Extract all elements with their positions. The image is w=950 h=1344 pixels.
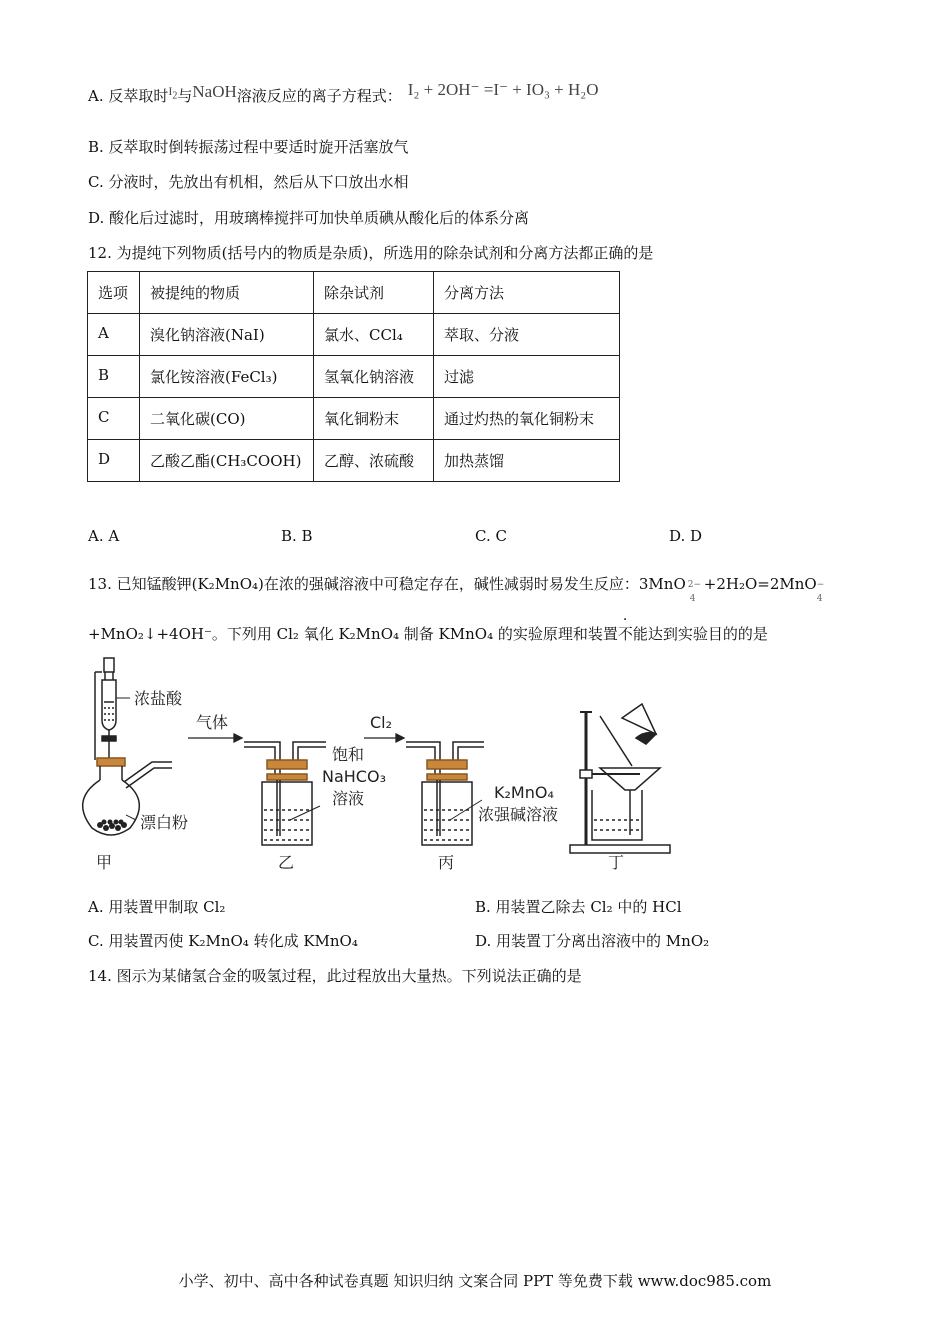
table-row bbox=[88, 398, 620, 440]
label-bleach: 漂白粉 bbox=[140, 813, 189, 832]
rubber-stopper-icon bbox=[97, 758, 125, 766]
arrow-right-icon bbox=[188, 734, 242, 742]
label-nahco3: NaHCO₃ bbox=[322, 767, 386, 786]
page-footer: 小学、初中、高中各种试卷真题 知识归纳 文案合同 PPT 等免费下载 www.doc985.com bbox=[178, 1272, 772, 1290]
table-cell: 乙酸乙酯(CH₃COOH) bbox=[140, 440, 314, 482]
label-gas: 气体 bbox=[196, 713, 229, 732]
table-header-cell: 分离方法 bbox=[434, 272, 620, 314]
table-cell: 通过灼热的氧化铜粉末 bbox=[434, 398, 620, 440]
table-cell: 加热蒸馏 bbox=[434, 440, 620, 482]
q13-emphasis-not-able: 不能 bbox=[617, 625, 648, 643]
q12-option-b: B. B bbox=[281, 527, 313, 545]
apparatus-yi bbox=[244, 742, 326, 845]
q13-stem-text-b: +2H₂O=2MnO bbox=[703, 575, 817, 593]
label-cl2: Cl₂ bbox=[370, 713, 393, 732]
q13-stem-text-2a: +MnO₂↓+4OH⁻。下列用 Cl₂ 氧化 K₂MnO₄ 制备 KMnO₄ 的实验原理和装置 bbox=[88, 625, 618, 643]
label-jia: 甲 bbox=[96, 853, 113, 872]
label-solution: 溶液 bbox=[332, 789, 365, 808]
q11-option-b: B. 反萃取时倒转振荡过程中要适时旋开活塞放气 bbox=[88, 138, 409, 156]
table-header-cell: 除杂试剂 bbox=[314, 272, 434, 314]
q11-a-i2: I2 bbox=[168, 84, 178, 102]
label-k2mno4: K₂MnO₄ bbox=[494, 783, 554, 802]
q11-option-c: C. 分液时，先放出有机相，然后从下口放出水相 bbox=[88, 173, 409, 191]
q12-option-c: C. C bbox=[475, 527, 507, 545]
q12-table bbox=[87, 271, 620, 482]
table-cell: A bbox=[88, 314, 140, 356]
table-row bbox=[88, 314, 620, 356]
q13-option-d: D. 用装置丁分离出溶液中的 MnO₂ bbox=[475, 932, 710, 950]
q13-option-a: A. 用装置甲制取 Cl₂ bbox=[88, 898, 226, 916]
table-cell: 溴化钠溶液(NaI) bbox=[140, 314, 314, 356]
q11-option-a bbox=[88, 80, 599, 112]
table-cell: 萃取、分液 bbox=[434, 314, 620, 356]
apparatus-jia bbox=[83, 658, 172, 835]
table-cell: 氯水、CCl₄ bbox=[314, 314, 434, 356]
q12-stem: 12. 为提纯下列物质(括号内的物质是杂质)，所选用的除杂试剂和分离方法都正确的是 bbox=[88, 244, 654, 262]
table-cell: 二氧化碳(CO) bbox=[140, 398, 314, 440]
q11-option-d: D. 酸化后过滤时，用玻璃棒搅拌可加快单质碘从酸化后的体系分离 bbox=[88, 209, 530, 227]
q13-apparatus-diagram bbox=[80, 650, 680, 875]
apparatus-ding bbox=[570, 704, 670, 853]
q13-stem-line1: 13. 已知锰酸钾(K₂MnO₄)在浓的强碱溶液中可稳定存在，碱性减弱时易发生反应：3MnO 2− 4 +2H₂O=2MnO − 4 bbox=[88, 575, 825, 604]
table-cell: 氢氧化钠溶液 bbox=[314, 356, 434, 398]
table-cell: 氯化铵溶液(FeCl₃) bbox=[140, 356, 314, 398]
bleach-powder-icon bbox=[97, 820, 127, 832]
arrow-right-icon bbox=[364, 734, 404, 742]
table-header-row bbox=[88, 272, 620, 314]
table-cell: 氧化铜粉末 bbox=[314, 398, 434, 440]
q11-a-equation: I₂ + 2OH⁻ =I⁻ + IO₃ + H₂O bbox=[407, 80, 599, 99]
table-cell: C bbox=[88, 398, 140, 440]
label-conc-hcl: 浓盐酸 bbox=[134, 689, 183, 708]
table-cell: D bbox=[88, 440, 140, 482]
table-row bbox=[88, 440, 620, 482]
label-yi: 乙 bbox=[278, 853, 295, 872]
label-ding: 丁 bbox=[608, 853, 625, 872]
q14-stem: 14. 图示为某储氢合金的吸氢过程，此过程放出大量热。下列说法正确的是 bbox=[88, 967, 582, 985]
table-header-cell: 被提纯的物质 bbox=[140, 272, 314, 314]
table-cell: 乙醇、浓硫酸 bbox=[314, 440, 434, 482]
q11-a-yu: 与 bbox=[177, 87, 193, 105]
q11-a-naoh: NaOH bbox=[192, 82, 237, 101]
q12-option-d: D. D bbox=[669, 527, 703, 545]
table-cell: 过滤 bbox=[434, 356, 620, 398]
label-saturated: 饱和 bbox=[332, 745, 365, 764]
q11-a-prefix: A. 反萃取时 bbox=[88, 87, 169, 105]
q13-stem-line2 bbox=[88, 624, 768, 644]
apparatus-bing bbox=[406, 742, 484, 845]
q13-option-c: C. 用装置丙使 K₂MnO₄ 转化成 KMnO₄ bbox=[88, 932, 358, 950]
table-header-cell: 选项 bbox=[88, 272, 140, 314]
q13-stem-text-2b: 达到实验目的的是 bbox=[647, 625, 768, 643]
stopcock-icon bbox=[102, 736, 116, 741]
q11-a-mid: 溶液反应的离子方程式： bbox=[236, 87, 402, 105]
label-bing: 丙 bbox=[438, 853, 455, 872]
q13-stem-text: 13. 已知锰酸钾(K₂MnO₄)在浓的强碱溶液中可稳定存在，碱性减弱时易发生反应：3MnO bbox=[88, 575, 686, 593]
q12-option-a: A. A bbox=[88, 527, 120, 545]
table-cell: B bbox=[88, 356, 140, 398]
label-strong-base: 浓强碱溶液 bbox=[478, 805, 559, 824]
q13-option-b: B. 用装置乙除去 Cl₂ 中的 HCl bbox=[475, 898, 682, 916]
stopper-icon bbox=[104, 658, 114, 672]
table-row bbox=[88, 356, 620, 398]
